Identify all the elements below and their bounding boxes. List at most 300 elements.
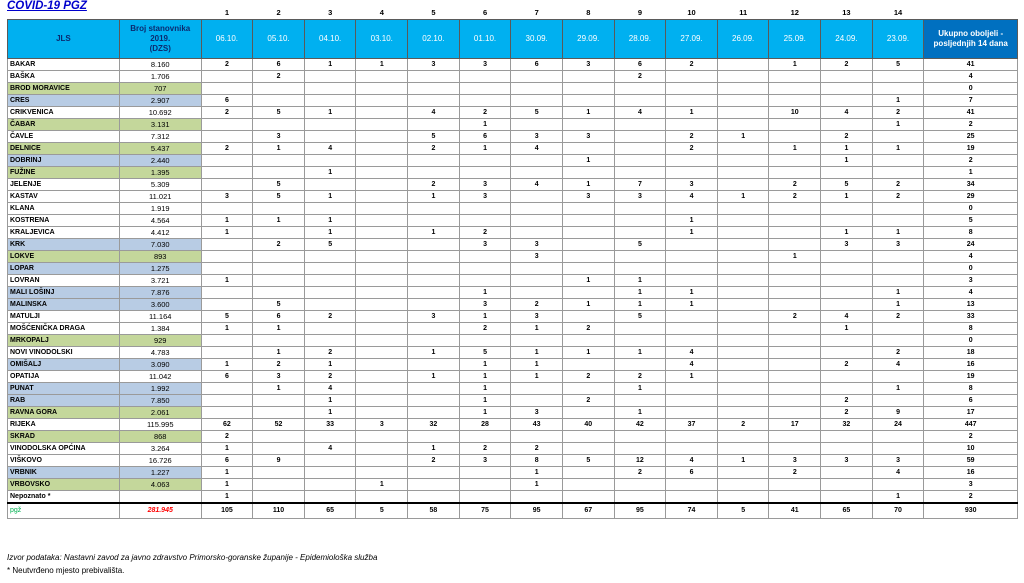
daily-cases: [717, 491, 769, 504]
daily-cases: 2: [253, 71, 305, 83]
date-header: 05.10.: [253, 20, 305, 59]
daily-cases: [769, 299, 821, 311]
jls-name: BAŠKA: [8, 71, 120, 83]
daily-cases: [304, 83, 356, 95]
jls-name: DELNICE: [8, 143, 120, 155]
grand-total: 930: [924, 503, 1018, 519]
daily-cases: [769, 443, 821, 455]
daily-cases: [872, 431, 924, 443]
daily-cases: [821, 479, 873, 491]
jls-name: VIŠKOVO: [8, 455, 120, 467]
daily-cases: [666, 83, 718, 95]
population-value: [119, 491, 201, 504]
daily-cases: [717, 203, 769, 215]
totals-label: pgž: [8, 503, 120, 519]
daily-cases: [614, 323, 666, 335]
daily-cases: [614, 227, 666, 239]
daily-cases: 6: [201, 371, 253, 383]
total-cases: 18: [924, 347, 1018, 359]
daily-cases: [253, 443, 305, 455]
daily-cases: [459, 95, 511, 107]
table-row: [8, 371, 1018, 383]
table-row: [8, 431, 1018, 443]
daily-cases: 1: [201, 443, 253, 455]
daily-cases: [717, 215, 769, 227]
table-row: [8, 323, 1018, 335]
total-cases: 16: [924, 467, 1018, 479]
daily-cases: 1: [614, 407, 666, 419]
daily-cases: [769, 407, 821, 419]
population-value: 7.850: [119, 395, 201, 407]
daily-cases: [356, 203, 408, 215]
daily-cases: [356, 83, 408, 95]
daily-cases: [201, 155, 253, 167]
daily-cases: [304, 251, 356, 263]
daily-cases: 6: [253, 59, 305, 71]
daily-cases: 2: [821, 407, 873, 419]
daily-cases: [821, 491, 873, 504]
daily-total: 70: [872, 503, 924, 519]
daily-cases: [717, 323, 769, 335]
daily-cases: 2: [872, 311, 924, 323]
daily-cases: [201, 251, 253, 263]
daily-cases: 2: [769, 191, 821, 203]
daily-cases: [356, 263, 408, 275]
daily-cases: [201, 71, 253, 83]
daily-cases: 1: [872, 119, 924, 131]
daily-cases: [717, 407, 769, 419]
jls-name: RAB: [8, 395, 120, 407]
daily-cases: 2: [511, 443, 563, 455]
daily-cases: [408, 251, 460, 263]
blank-cell: [119, 6, 201, 20]
daily-cases: 5: [614, 311, 666, 323]
daily-cases: 2: [821, 131, 873, 143]
daily-cases: 1: [511, 467, 563, 479]
daily-cases: [562, 95, 614, 107]
daily-cases: [717, 359, 769, 371]
source-note: Izvor podataka: Nastavni zavod za javno zdravstvo Primorsko-goranske županije - Epidemiološka služba: [7, 553, 378, 562]
daily-total: 75: [459, 503, 511, 519]
table-row: [8, 215, 1018, 227]
jls-name: KOSTRENA: [8, 215, 120, 227]
daily-cases: 2: [821, 395, 873, 407]
daily-cases: [511, 155, 563, 167]
jls-name: SKRAD: [8, 431, 120, 443]
daily-cases: [511, 263, 563, 275]
daily-cases: [717, 299, 769, 311]
daily-cases: [717, 443, 769, 455]
daily-cases: [408, 119, 460, 131]
daily-cases: [511, 71, 563, 83]
daily-cases: 4: [304, 383, 356, 395]
daily-cases: 43: [511, 419, 563, 431]
daily-cases: 4: [511, 143, 563, 155]
jls-name: MRKOPALJ: [8, 335, 120, 347]
daily-cases: 3: [562, 59, 614, 71]
daily-cases: [717, 119, 769, 131]
daily-cases: [459, 215, 511, 227]
daily-cases: 2: [201, 59, 253, 71]
daily-cases: [769, 479, 821, 491]
daily-cases: 5: [821, 179, 873, 191]
daily-cases: [408, 263, 460, 275]
daily-cases: 1: [304, 167, 356, 179]
daily-cases: 1: [821, 323, 873, 335]
daily-cases: [201, 83, 253, 95]
daily-cases: 2: [614, 71, 666, 83]
daily-cases: 4: [511, 179, 563, 191]
daily-cases: [356, 275, 408, 287]
daily-cases: 3: [872, 239, 924, 251]
total-cases: 33: [924, 311, 1018, 323]
daily-cases: 1: [511, 347, 563, 359]
daily-cases: [821, 263, 873, 275]
daily-cases: [459, 83, 511, 95]
daily-cases: [304, 275, 356, 287]
daily-cases: [666, 251, 718, 263]
daily-cases: 5: [201, 311, 253, 323]
daily-cases: [821, 299, 873, 311]
date-header: 29.09.: [562, 20, 614, 59]
daily-cases: [356, 95, 408, 107]
daily-cases: [253, 479, 305, 491]
daily-cases: [769, 239, 821, 251]
daily-cases: [304, 467, 356, 479]
daily-cases: 28: [459, 419, 511, 431]
daily-cases: 1: [717, 131, 769, 143]
daily-cases: 1: [304, 227, 356, 239]
daily-cases: [769, 275, 821, 287]
daily-cases: [614, 119, 666, 131]
daily-cases: [562, 467, 614, 479]
total-cases: 41: [924, 107, 1018, 119]
population-value: 3.721: [119, 275, 201, 287]
daily-cases: [769, 359, 821, 371]
daily-cases: 1: [459, 407, 511, 419]
population-value: 1.706: [119, 71, 201, 83]
table-row: [8, 143, 1018, 155]
daily-cases: [356, 167, 408, 179]
daily-cases: [408, 359, 460, 371]
daily-cases: 5: [253, 179, 305, 191]
daily-cases: [666, 275, 718, 287]
daily-cases: [408, 299, 460, 311]
daily-cases: 1: [304, 395, 356, 407]
daily-cases: [717, 59, 769, 71]
daily-cases: [769, 263, 821, 275]
daily-cases: 4: [821, 311, 873, 323]
daily-cases: [769, 371, 821, 383]
daily-total: 67: [562, 503, 614, 519]
daily-cases: [201, 407, 253, 419]
total-cases: 13: [924, 299, 1018, 311]
daily-cases: [253, 491, 305, 504]
daily-cases: [253, 275, 305, 287]
daily-cases: [356, 227, 408, 239]
daily-cases: [459, 467, 511, 479]
daily-cases: 3: [459, 191, 511, 203]
daily-cases: [769, 227, 821, 239]
daily-cases: 8: [511, 455, 563, 467]
total-cases: 3: [924, 275, 1018, 287]
jls-name: RIJEKA: [8, 419, 120, 431]
daily-cases: [408, 335, 460, 347]
jls-name: PUNAT: [8, 383, 120, 395]
total-cases: 0: [924, 203, 1018, 215]
daily-cases: [717, 287, 769, 299]
table-row: [8, 131, 1018, 143]
daily-cases: [872, 263, 924, 275]
daily-cases: [717, 179, 769, 191]
table-row: [8, 311, 1018, 323]
daily-cases: 2: [459, 227, 511, 239]
daily-cases: [511, 431, 563, 443]
daily-cases: [459, 263, 511, 275]
daily-total: 95: [614, 503, 666, 519]
daily-cases: [356, 107, 408, 119]
column-number: 13: [842, 8, 851, 17]
population-value: 4.564: [119, 215, 201, 227]
daily-cases: [821, 119, 873, 131]
table-row: [8, 383, 1018, 395]
daily-cases: [614, 83, 666, 95]
table-row: [8, 299, 1018, 311]
jls-name: OPATIJA: [8, 371, 120, 383]
daily-cases: [666, 395, 718, 407]
daily-cases: [356, 311, 408, 323]
population-value: 4.783: [119, 347, 201, 359]
daily-cases: 1: [562, 179, 614, 191]
daily-cases: 1: [253, 383, 305, 395]
daily-cases: [253, 335, 305, 347]
daily-cases: [872, 83, 924, 95]
daily-cases: [717, 431, 769, 443]
daily-cases: [253, 167, 305, 179]
daily-cases: [717, 71, 769, 83]
daily-total: 41: [769, 503, 821, 519]
daily-cases: 2: [201, 143, 253, 155]
daily-cases: 2: [562, 371, 614, 383]
daily-cases: [562, 431, 614, 443]
population-value: 3.090: [119, 359, 201, 371]
daily-cases: [253, 431, 305, 443]
daily-cases: [408, 491, 460, 504]
daily-cases: [459, 491, 511, 504]
daily-cases: [666, 311, 718, 323]
daily-cases: [459, 251, 511, 263]
daily-cases: [769, 83, 821, 95]
total-cases: 4: [924, 71, 1018, 83]
daily-cases: [562, 287, 614, 299]
total-cases: 3: [924, 479, 1018, 491]
jls-name: NOVI VINODOLSKI: [8, 347, 120, 359]
daily-cases: [408, 95, 460, 107]
population-value: 1.919: [119, 203, 201, 215]
daily-cases: 10: [769, 107, 821, 119]
daily-cases: 1: [459, 287, 511, 299]
daily-cases: [872, 335, 924, 347]
jls-name: OMIŠALJ: [8, 359, 120, 371]
daily-cases: 9: [872, 407, 924, 419]
daily-cases: [666, 491, 718, 504]
jls-name: MATULJI: [8, 311, 120, 323]
daily-cases: [614, 359, 666, 371]
daily-cases: [769, 491, 821, 504]
daily-cases: 4: [821, 107, 873, 119]
daily-cases: [408, 395, 460, 407]
total-cases: 4: [924, 251, 1018, 263]
daily-cases: 1: [511, 371, 563, 383]
jls-name: CRES: [8, 95, 120, 107]
jls-name: VINODOLSKA OPĆINA: [8, 443, 120, 455]
daily-cases: 1: [872, 287, 924, 299]
daily-cases: [304, 455, 356, 467]
population-value: 7.876: [119, 287, 201, 299]
daily-cases: [821, 371, 873, 383]
column-number: 3: [328, 8, 333, 17]
population-value: 11.164: [119, 311, 201, 323]
daily-cases: [408, 275, 460, 287]
daily-cases: 1: [821, 227, 873, 239]
daily-cases: 1: [872, 227, 924, 239]
population-value: 2.061: [119, 407, 201, 419]
daily-cases: [511, 119, 563, 131]
daily-cases: [769, 215, 821, 227]
daily-cases: 42: [614, 419, 666, 431]
table-row: [8, 95, 1018, 107]
date-header: 04.10.: [304, 20, 356, 59]
daily-cases: [872, 275, 924, 287]
daily-cases: [821, 83, 873, 95]
population-value: 2.907: [119, 95, 201, 107]
daily-cases: [872, 443, 924, 455]
daily-cases: [253, 155, 305, 167]
daily-cases: [304, 119, 356, 131]
daily-cases: 1: [253, 347, 305, 359]
daily-cases: [614, 203, 666, 215]
daily-cases: [562, 83, 614, 95]
date-header: 28.09.: [614, 20, 666, 59]
daily-cases: 3: [201, 191, 253, 203]
daily-cases: [562, 491, 614, 504]
daily-cases: 2: [459, 443, 511, 455]
daily-cases: [459, 275, 511, 287]
daily-cases: [408, 83, 460, 95]
daily-cases: 1: [666, 299, 718, 311]
daily-cases: 2: [562, 323, 614, 335]
jls-name: RAVNA GORA: [8, 407, 120, 419]
column-number-row: [8, 6, 1018, 20]
daily-cases: [821, 203, 873, 215]
date-header: 24.09.: [821, 20, 873, 59]
daily-cases: [356, 143, 408, 155]
daily-cases: [769, 335, 821, 347]
daily-cases: 1: [821, 155, 873, 167]
daily-cases: 4: [666, 191, 718, 203]
daily-cases: 1: [614, 287, 666, 299]
daily-cases: 2: [408, 143, 460, 155]
daily-cases: [821, 71, 873, 83]
daily-cases: [666, 95, 718, 107]
daily-cases: [201, 131, 253, 143]
daily-cases: [356, 455, 408, 467]
total-cases: 7: [924, 95, 1018, 107]
daily-cases: [562, 239, 614, 251]
daily-cases: [201, 203, 253, 215]
daily-cases: 1: [304, 215, 356, 227]
date-header: 27.09.: [666, 20, 718, 59]
table-row: [8, 491, 1018, 504]
daily-cases: [614, 395, 666, 407]
daily-cases: [356, 251, 408, 263]
daily-cases: [717, 383, 769, 395]
daily-cases: 24: [872, 419, 924, 431]
daily-cases: [562, 251, 614, 263]
date-header: 02.10.: [408, 20, 460, 59]
daily-cases: [253, 467, 305, 479]
daily-cases: 2: [408, 179, 460, 191]
table-row: [8, 335, 1018, 347]
daily-cases: 2: [872, 179, 924, 191]
column-number: 6: [482, 8, 488, 17]
total-cases: 4: [924, 287, 1018, 299]
daily-cases: 3: [511, 239, 563, 251]
daily-cases: [769, 71, 821, 83]
daily-cases: [356, 407, 408, 419]
daily-cases: 1: [253, 143, 305, 155]
daily-cases: [356, 395, 408, 407]
daily-cases: [356, 323, 408, 335]
table-row: [8, 83, 1018, 95]
date-header: 06.10.: [201, 20, 253, 59]
daily-cases: [769, 131, 821, 143]
daily-cases: [408, 479, 460, 491]
daily-cases: [356, 299, 408, 311]
daily-cases: [408, 167, 460, 179]
daily-cases: 1: [614, 347, 666, 359]
column-number: 5: [431, 8, 436, 17]
daily-cases: 1: [356, 59, 408, 71]
jls-name: MALINSKA: [8, 299, 120, 311]
daily-cases: [304, 263, 356, 275]
daily-cases: 1: [562, 275, 614, 287]
jls-name: KRALJEVICA: [8, 227, 120, 239]
daily-cases: [253, 119, 305, 131]
daily-cases: 1: [201, 491, 253, 504]
total-header-line: posljednjih 14 dana: [933, 39, 1008, 48]
daily-cases: 6: [201, 455, 253, 467]
daily-cases: 1: [614, 383, 666, 395]
daily-cases: 2: [253, 359, 305, 371]
daily-cases: [821, 95, 873, 107]
daily-cases: [821, 275, 873, 287]
daily-cases: 5: [872, 59, 924, 71]
daily-total: 65: [304, 503, 356, 519]
daily-cases: [717, 311, 769, 323]
daily-cases: 1: [304, 59, 356, 71]
daily-cases: [408, 215, 460, 227]
table-row: [8, 179, 1018, 191]
daily-cases: [769, 95, 821, 107]
jls-name: BAKAR: [8, 59, 120, 71]
daily-cases: 5: [253, 191, 305, 203]
daily-cases: [769, 287, 821, 299]
daily-cases: [304, 155, 356, 167]
daily-cases: [304, 203, 356, 215]
daily-cases: 3: [769, 455, 821, 467]
total-cases: 34: [924, 179, 1018, 191]
